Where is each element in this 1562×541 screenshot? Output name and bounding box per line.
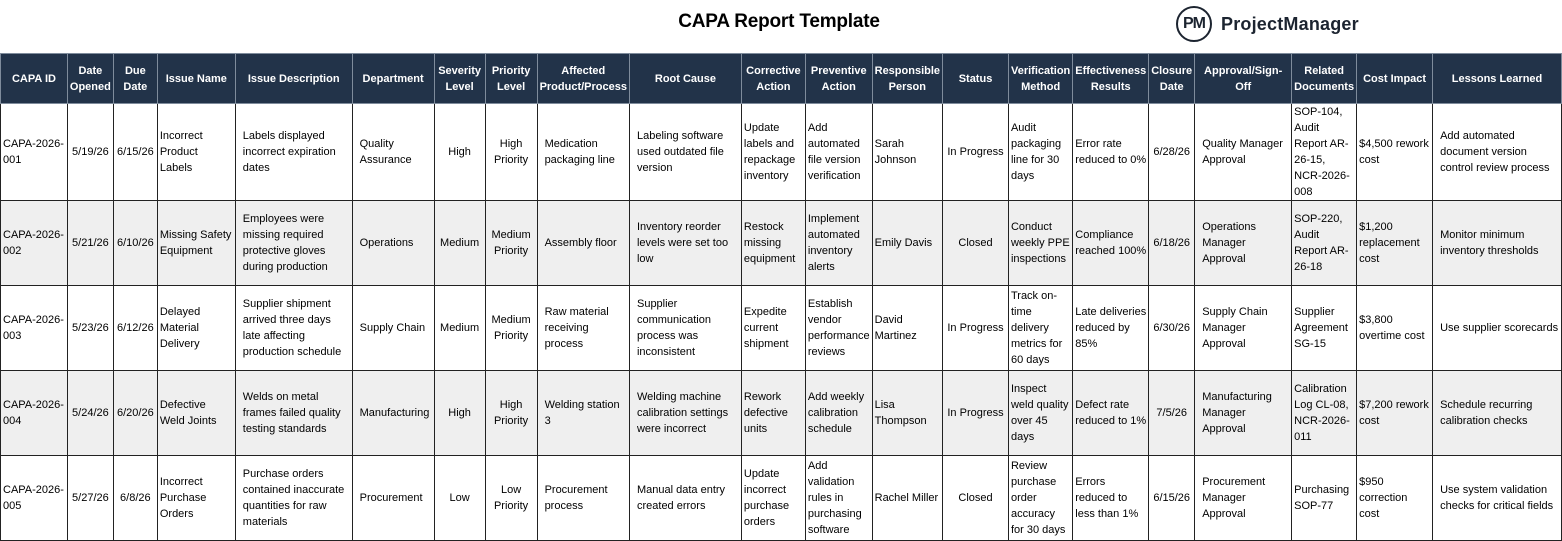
approval-signoff-cell[interactable]: Quality Manager Approval	[1195, 104, 1292, 201]
col-header[interactable]: Effectiveness Results	[1073, 54, 1149, 104]
due-date-cell[interactable]: 6/20/26	[113, 371, 157, 456]
col-header[interactable]: Priority Level	[485, 54, 537, 104]
root-cause-cell[interactable]: Labeling software used outdated file version	[629, 104, 741, 201]
col-header[interactable]: Approval/Sign-Off	[1195, 54, 1292, 104]
table-row	[1, 371, 1562, 456]
brand-logo	[1176, 6, 1359, 42]
responsible-person-cell[interactable]: Emily Davis	[872, 201, 942, 286]
col-header[interactable]: CAPA ID	[1, 54, 68, 104]
approval-signoff-cell[interactable]: Supply Chain Manager Approval	[1195, 286, 1292, 371]
table-row	[1, 201, 1562, 286]
status-cell[interactable]: In Progress	[943, 286, 1009, 371]
lessons-learned-cell[interactable]: Use supplier scorecards	[1433, 286, 1562, 371]
effectiveness-results-cell[interactable]: Errors reduced to less than 1%	[1073, 456, 1149, 541]
affected-process-cell[interactable]: Medication packaging line	[537, 104, 629, 201]
priority-level-cell[interactable]: Low Priority	[485, 456, 537, 541]
issue-name-cell[interactable]: Incorrect Product Labels	[157, 104, 235, 201]
corrective-action-cell[interactable]: Restock missing equipment	[741, 201, 805, 286]
closure-date-cell[interactable]: 6/30/26	[1149, 286, 1195, 371]
date-opened-cell[interactable]: 5/21/26	[67, 201, 113, 286]
brand-name: ProjectManager	[1221, 13, 1359, 34]
col-header[interactable]: Responsible Person	[872, 54, 942, 104]
lessons-learned-cell[interactable]: Monitor minimum inventory thresholds	[1433, 201, 1562, 286]
cost-impact-cell[interactable]: $7,200 rework cost	[1357, 371, 1433, 456]
root-cause-cell[interactable]: Manual data entry created errors	[629, 456, 741, 541]
col-header[interactable]: Issue Description	[235, 54, 352, 104]
verification-method-cell[interactable]: Inspect weld quality over 45 days	[1008, 371, 1072, 456]
department-cell[interactable]: Procurement	[352, 456, 434, 541]
col-header[interactable]: Due Date	[113, 54, 157, 104]
root-cause-cell[interactable]: Inventory reorder levels were set too low	[629, 201, 741, 286]
related-documents-cell[interactable]: Purchasing SOP-77	[1292, 456, 1357, 541]
capa-id-cell[interactable]: CAPA-2026-005	[1, 456, 68, 541]
col-header[interactable]: Preventive Action	[805, 54, 872, 104]
closure-date-cell[interactable]: 6/15/26	[1149, 456, 1195, 541]
col-header[interactable]: Verification Method	[1008, 54, 1072, 104]
severity-level-cell[interactable]: Medium	[434, 201, 485, 286]
col-header[interactable]: Lessons Learned	[1433, 54, 1562, 104]
lessons-learned-cell[interactable]: Add automated document version control review process	[1433, 104, 1562, 201]
department-cell[interactable]: Operations	[352, 201, 434, 286]
related-documents-cell[interactable]: SOP-104, Audit Report AR-26-15, NCR-2026-008	[1292, 104, 1357, 201]
date-opened-cell[interactable]: 5/24/26	[67, 371, 113, 456]
table-row	[1, 104, 1562, 201]
effectiveness-results-cell[interactable]: Late deliveries reduced by 85%	[1073, 286, 1149, 371]
approval-signoff-cell[interactable]: Operations Manager Approval	[1195, 201, 1292, 286]
preventive-action-cell[interactable]: Establish vendor performance reviews	[805, 286, 872, 371]
header-row	[1, 54, 1562, 104]
col-header[interactable]: Department	[352, 54, 434, 104]
status-cell[interactable]: Closed	[943, 456, 1009, 541]
issue-description-cell[interactable]: Labels displayed incorrect expiration dates	[235, 104, 352, 201]
closure-date-cell[interactable]: 7/5/26	[1149, 371, 1195, 456]
verification-method-cell[interactable]: Track on-time delivery metrics for 60 days	[1008, 286, 1072, 371]
priority-level-cell[interactable]: High Priority	[485, 104, 537, 201]
status-cell[interactable]: In Progress	[943, 371, 1009, 456]
issue-name-cell[interactable]: Delayed Material Delivery	[157, 286, 235, 371]
col-header[interactable]: Related Documents	[1292, 54, 1357, 104]
effectiveness-results-cell[interactable]: Error rate reduced to 0%	[1073, 104, 1149, 201]
col-header[interactable]: Severity Level	[434, 54, 485, 104]
verification-method-cell[interactable]: Review purchase order accuracy for 30 days	[1008, 456, 1072, 541]
capa-id-cell[interactable]: CAPA-2026-002	[1, 201, 68, 286]
issue-description-cell[interactable]: Employees were missing required protective gloves during production	[235, 201, 352, 286]
status-cell[interactable]: Closed	[943, 201, 1009, 286]
col-header[interactable]: Affected Product/Process	[537, 54, 629, 104]
responsible-person-cell[interactable]: Rachel Miller	[872, 456, 942, 541]
effectiveness-results-cell[interactable]: Compliance reached 100%	[1073, 201, 1149, 286]
lessons-learned-cell[interactable]: Schedule recurring calibration checks	[1433, 371, 1562, 456]
col-header[interactable]: Issue Name	[157, 54, 235, 104]
priority-level-cell[interactable]: Medium Priority	[485, 201, 537, 286]
corrective-action-cell[interactable]: Expedite current shipment	[741, 286, 805, 371]
cost-impact-cell[interactable]: $1,200 replacement cost	[1357, 201, 1433, 286]
col-header[interactable]: Cost Impact	[1357, 54, 1433, 104]
capa-id-cell[interactable]: CAPA-2026-004	[1, 371, 68, 456]
severity-level-cell[interactable]: High	[434, 371, 485, 456]
pm-logo-icon: PM	[1176, 6, 1212, 42]
col-header[interactable]: Root Cause	[629, 54, 741, 104]
effectiveness-results-cell[interactable]: Defect rate reduced to 1%	[1073, 371, 1149, 456]
cost-impact-cell[interactable]: $4,500 rework cost	[1357, 104, 1433, 201]
col-header[interactable]: Corrective Action	[741, 54, 805, 104]
affected-process-cell[interactable]: Assembly floor	[537, 201, 629, 286]
due-date-cell[interactable]: 6/8/26	[113, 456, 157, 541]
corrective-action-cell[interactable]: Update incorrect purchase orders	[741, 456, 805, 541]
preventive-action-cell[interactable]: Implement automated inventory alerts	[805, 201, 872, 286]
responsible-person-cell[interactable]: Lisa Thompson	[872, 371, 942, 456]
cost-impact-cell[interactable]: $950 correction cost	[1357, 456, 1433, 541]
corrective-action-cell[interactable]: Update labels and repackage inventory	[741, 104, 805, 201]
preventive-action-cell[interactable]: Add automated file version verification	[805, 104, 872, 201]
affected-process-cell[interactable]: Raw material receiving process	[537, 286, 629, 371]
approval-signoff-cell[interactable]: Manufacturing Manager Approval	[1195, 371, 1292, 456]
responsible-person-cell[interactable]: Sarah Johnson	[872, 104, 942, 201]
due-date-cell[interactable]: 6/12/26	[113, 286, 157, 371]
status-cell[interactable]: In Progress	[943, 104, 1009, 201]
department-cell[interactable]: Quality Assurance	[352, 104, 434, 201]
severity-level-cell[interactable]: High	[434, 104, 485, 201]
related-documents-cell[interactable]: Calibration Log CL-08, NCR-2026-011	[1292, 371, 1357, 456]
col-header[interactable]: Date Opened	[67, 54, 113, 104]
table-row	[1, 456, 1562, 541]
priority-level-cell[interactable]: Medium Priority	[485, 286, 537, 371]
due-date-cell[interactable]: 6/15/26	[113, 104, 157, 201]
capa-id-cell[interactable]: CAPA-2026-003	[1, 286, 68, 371]
priority-level-cell[interactable]: High Priority	[485, 371, 537, 456]
verification-method-cell[interactable]: Audit packaging line for 30 days	[1008, 104, 1072, 201]
department-cell[interactable]: Manufacturing	[352, 371, 434, 456]
col-header[interactable]: Closure Date	[1149, 54, 1195, 104]
page-title: CAPA Report Template	[678, 11, 880, 32]
affected-process-cell[interactable]: Procurement process	[537, 456, 629, 541]
col-header[interactable]: Status	[943, 54, 1009, 104]
closure-date-cell[interactable]: 6/28/26	[1149, 104, 1195, 201]
date-opened-cell[interactable]: 5/27/26	[67, 456, 113, 541]
issue-name-cell[interactable]: Incorrect Purchase Orders	[157, 456, 235, 541]
root-cause-cell[interactable]: Welding machine calibration settings were incorrect	[629, 371, 741, 456]
closure-date-cell[interactable]: 6/18/26	[1149, 201, 1195, 286]
cost-impact-cell[interactable]: $3,800 overtime cost	[1357, 286, 1433, 371]
date-opened-cell[interactable]: 5/19/26	[67, 104, 113, 201]
issue-name-cell[interactable]: Missing Safety Equipment	[157, 201, 235, 286]
due-date-cell[interactable]: 6/10/26	[113, 201, 157, 286]
issue-name-cell[interactable]: Defective Weld Joints	[157, 371, 235, 456]
preventive-action-cell[interactable]: Add validation rules in purchasing software	[805, 456, 872, 541]
preventive-action-cell[interactable]: Add weekly calibration schedule	[805, 371, 872, 456]
responsible-person-cell[interactable]: David Martinez	[872, 286, 942, 371]
related-documents-cell[interactable]: Supplier Agreement SG-15	[1292, 286, 1357, 371]
root-cause-cell[interactable]: Supplier communication process was inconsistent	[629, 286, 741, 371]
lessons-learned-cell[interactable]: Use system validation checks for critical fields	[1433, 456, 1562, 541]
capa-table	[0, 53, 1562, 541]
verification-method-cell[interactable]: Conduct weekly PPE inspections	[1008, 201, 1072, 286]
severity-level-cell[interactable]: Medium	[434, 286, 485, 371]
capa-id-cell[interactable]: CAPA-2026-001	[1, 104, 68, 201]
corrective-action-cell[interactable]: Rework defective units	[741, 371, 805, 456]
related-documents-cell[interactable]: SOP-220, Audit Report AR-26-18	[1292, 201, 1357, 286]
severity-level-cell[interactable]: Low	[434, 456, 485, 541]
table-row	[1, 286, 1562, 371]
affected-process-cell[interactable]: Welding station 3	[537, 371, 629, 456]
issue-description-cell[interactable]: Purchase orders contained inaccurate quantities for raw materials	[235, 456, 352, 541]
issue-description-cell[interactable]: Welds on metal frames failed quality testing standards	[235, 371, 352, 456]
approval-signoff-cell[interactable]: Procurement Manager Approval	[1195, 456, 1292, 541]
date-opened-cell[interactable]: 5/23/26	[67, 286, 113, 371]
issue-description-cell[interactable]: Supplier shipment arrived three days late affecting production schedule	[235, 286, 352, 371]
department-cell[interactable]: Supply Chain	[352, 286, 434, 371]
